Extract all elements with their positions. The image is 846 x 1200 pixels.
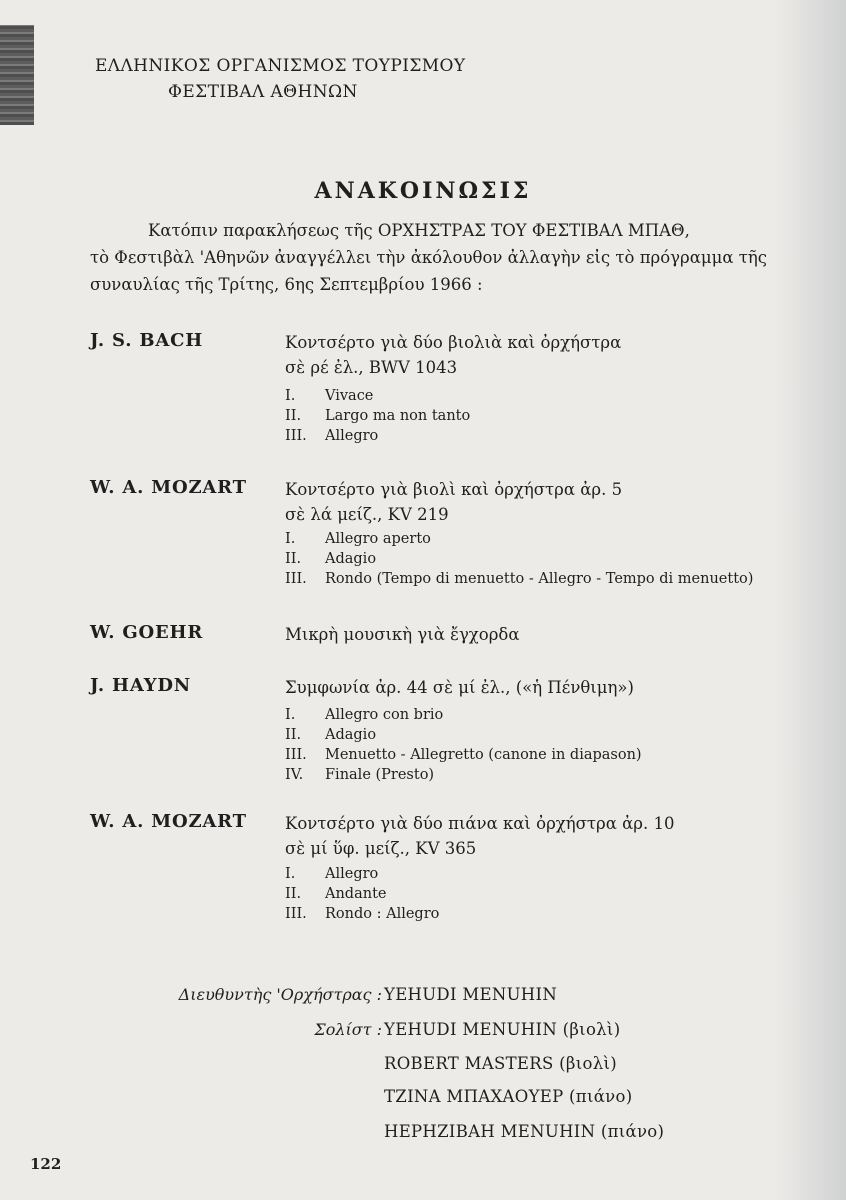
movement-number: I.: [285, 707, 296, 723]
movement-item: [285, 549, 805, 569]
movement-name: Finale (Presto): [325, 767, 435, 783]
movement-name: Allegro con brio: [325, 707, 444, 723]
movement-name: Rondo : Allegro: [325, 906, 440, 922]
work-title: [285, 330, 805, 380]
movement-item: [285, 386, 805, 406]
binding-mark: [0, 25, 34, 125]
movement-number: I.: [285, 866, 296, 882]
movement-item: [285, 884, 805, 904]
work-line: Κοντσέρτο γιὰ δύο πιάνα καὶ ὀρχήστρα ἀρ. 10: [285, 814, 675, 833]
announcement-title: ΑΝΑΚΟΙΝΩΣΙΣ: [314, 178, 532, 204]
movement-item: [285, 529, 805, 549]
credit-role: Σολίστ :: [314, 1020, 382, 1039]
movement-item: [285, 745, 805, 765]
movement-name: Allegro: [325, 866, 379, 882]
credit-artist: YEHUDI MENUHIN: [384, 985, 558, 1004]
organization-heading: ΕΛΛΗΝΙΚΟΣ ΟΡΓΑΝΙΣΜΟΣ ΤΟΥΡΙΣΜΟΥ: [95, 56, 466, 76]
credit-artist: ΤΖΙΝΑ ΜΠΑΧΑΟΥΕΡ (πιάνο): [384, 1087, 633, 1106]
movement-number: III.: [285, 428, 307, 444]
movement-list: [285, 705, 805, 785]
work-title: [285, 622, 805, 647]
credit-row: [160, 1087, 800, 1117]
credit-role: Διευθυντὴς 'Ορχήστρας :: [178, 985, 382, 1004]
composer-name: J. S. BACH: [90, 330, 204, 351]
movement-number: II.: [285, 408, 302, 424]
intro-paragraph: [90, 217, 780, 298]
work-line: Κοντσέρτο γιὰ δύο βιολιὰ καὶ ὀρχήστρα: [285, 333, 622, 352]
credit-artist: YEHUDI MENUHIN (βιολὶ): [384, 1020, 621, 1039]
work-line: Συμφωνία ἀρ. 44 σὲ μί ἐλ., («ἡ Πένθιμη»): [285, 678, 634, 697]
movement-item: [285, 406, 805, 426]
movement-name: Vivace: [325, 388, 374, 404]
intro-line: τὸ Φεστιβὰλ 'Αθηνῶν ἀναγγέλλει τὴν ἀκόλουθον ἀλλαγὴν εἰς τὸ πρόγραμμα τῆς: [90, 248, 767, 267]
movement-name: Adagio: [325, 727, 377, 743]
movement-number: III.: [285, 906, 307, 922]
movement-number: II.: [285, 551, 302, 567]
composer-name: W. GOEHR: [90, 622, 204, 643]
movement-list: [285, 386, 805, 446]
credit-artist: ROBERT MASTERS (βιολὶ): [384, 1054, 617, 1073]
work-line: σὲ μί ὕφ. μείζ., KV 365: [285, 839, 477, 858]
movement-item: [285, 765, 805, 785]
movement-name: Rondo (Tempo di menuetto - Allegro - Tempo di menuetto): [325, 571, 754, 587]
movement-name: Allegro: [325, 428, 379, 444]
work-line: Μικρὴ μουσικὴ γιὰ ἔγχορδα: [285, 625, 520, 644]
movement-number: I.: [285, 388, 296, 404]
composer-name: J. HAYDN: [90, 675, 192, 696]
movement-list: [285, 529, 805, 589]
intro-line: Κατόπιν παρακλήσεως τῆς ΟΡΧΗΣΤΡΑΣ ΤΟΥ ΦΕΣΤΙΒΑΛ ΜΠΑΘ,: [148, 221, 690, 240]
movement-item: [285, 725, 805, 745]
movement-item: [285, 705, 805, 725]
credit-artist: ΗΕΡΗΖΙΒΑΗ MENUHIN (πιάνο): [384, 1122, 665, 1141]
credit-row: [160, 1054, 800, 1084]
movement-name: Allegro aperto: [325, 531, 431, 547]
movement-number: III.: [285, 571, 307, 587]
credit-row: [160, 985, 800, 1015]
movement-number: III.: [285, 747, 307, 763]
movement-name: Andante: [325, 886, 387, 902]
work-title: [285, 675, 805, 700]
work-title: [285, 811, 805, 861]
credit-row: [160, 1020, 800, 1050]
movement-list: [285, 864, 805, 924]
movement-number: II.: [285, 886, 302, 902]
work-line: σὲ ρέ ἐλ., BWV 1043: [285, 358, 458, 377]
movement-number: IV.: [285, 767, 304, 783]
movement-name: Adagio: [325, 551, 377, 567]
work-line: σὲ λά μείζ., KV 219: [285, 505, 449, 524]
work-title: [285, 477, 805, 527]
movement-item: [285, 569, 805, 589]
movement-item: [285, 864, 805, 884]
festival-heading: ΦΕΣΤΙΒΑΛ ΑΘΗΝΩΝ: [168, 82, 358, 102]
movement-name: Largo ma non tanto: [325, 408, 471, 424]
credit-row: [160, 1122, 800, 1152]
movement-name: Menuetto - Allegretto (canone in diapason): [325, 747, 642, 763]
movement-number: II.: [285, 727, 302, 743]
composer-name: W. A. MOZART: [90, 811, 247, 832]
composer-name: W. A. MOZART: [90, 477, 247, 498]
movement-item: [285, 904, 805, 924]
movement-number: I.: [285, 531, 296, 547]
work-line: Κοντσέρτο γιὰ βιολὶ καὶ ὀρχήστρα ἀρ. 5: [285, 480, 623, 499]
page-number: 122: [30, 1155, 62, 1173]
movement-item: [285, 426, 805, 446]
intro-line: συναυλίας τῆς Τρίτης, 6ης Σεπτεμβρίου 1966 :: [90, 275, 483, 294]
